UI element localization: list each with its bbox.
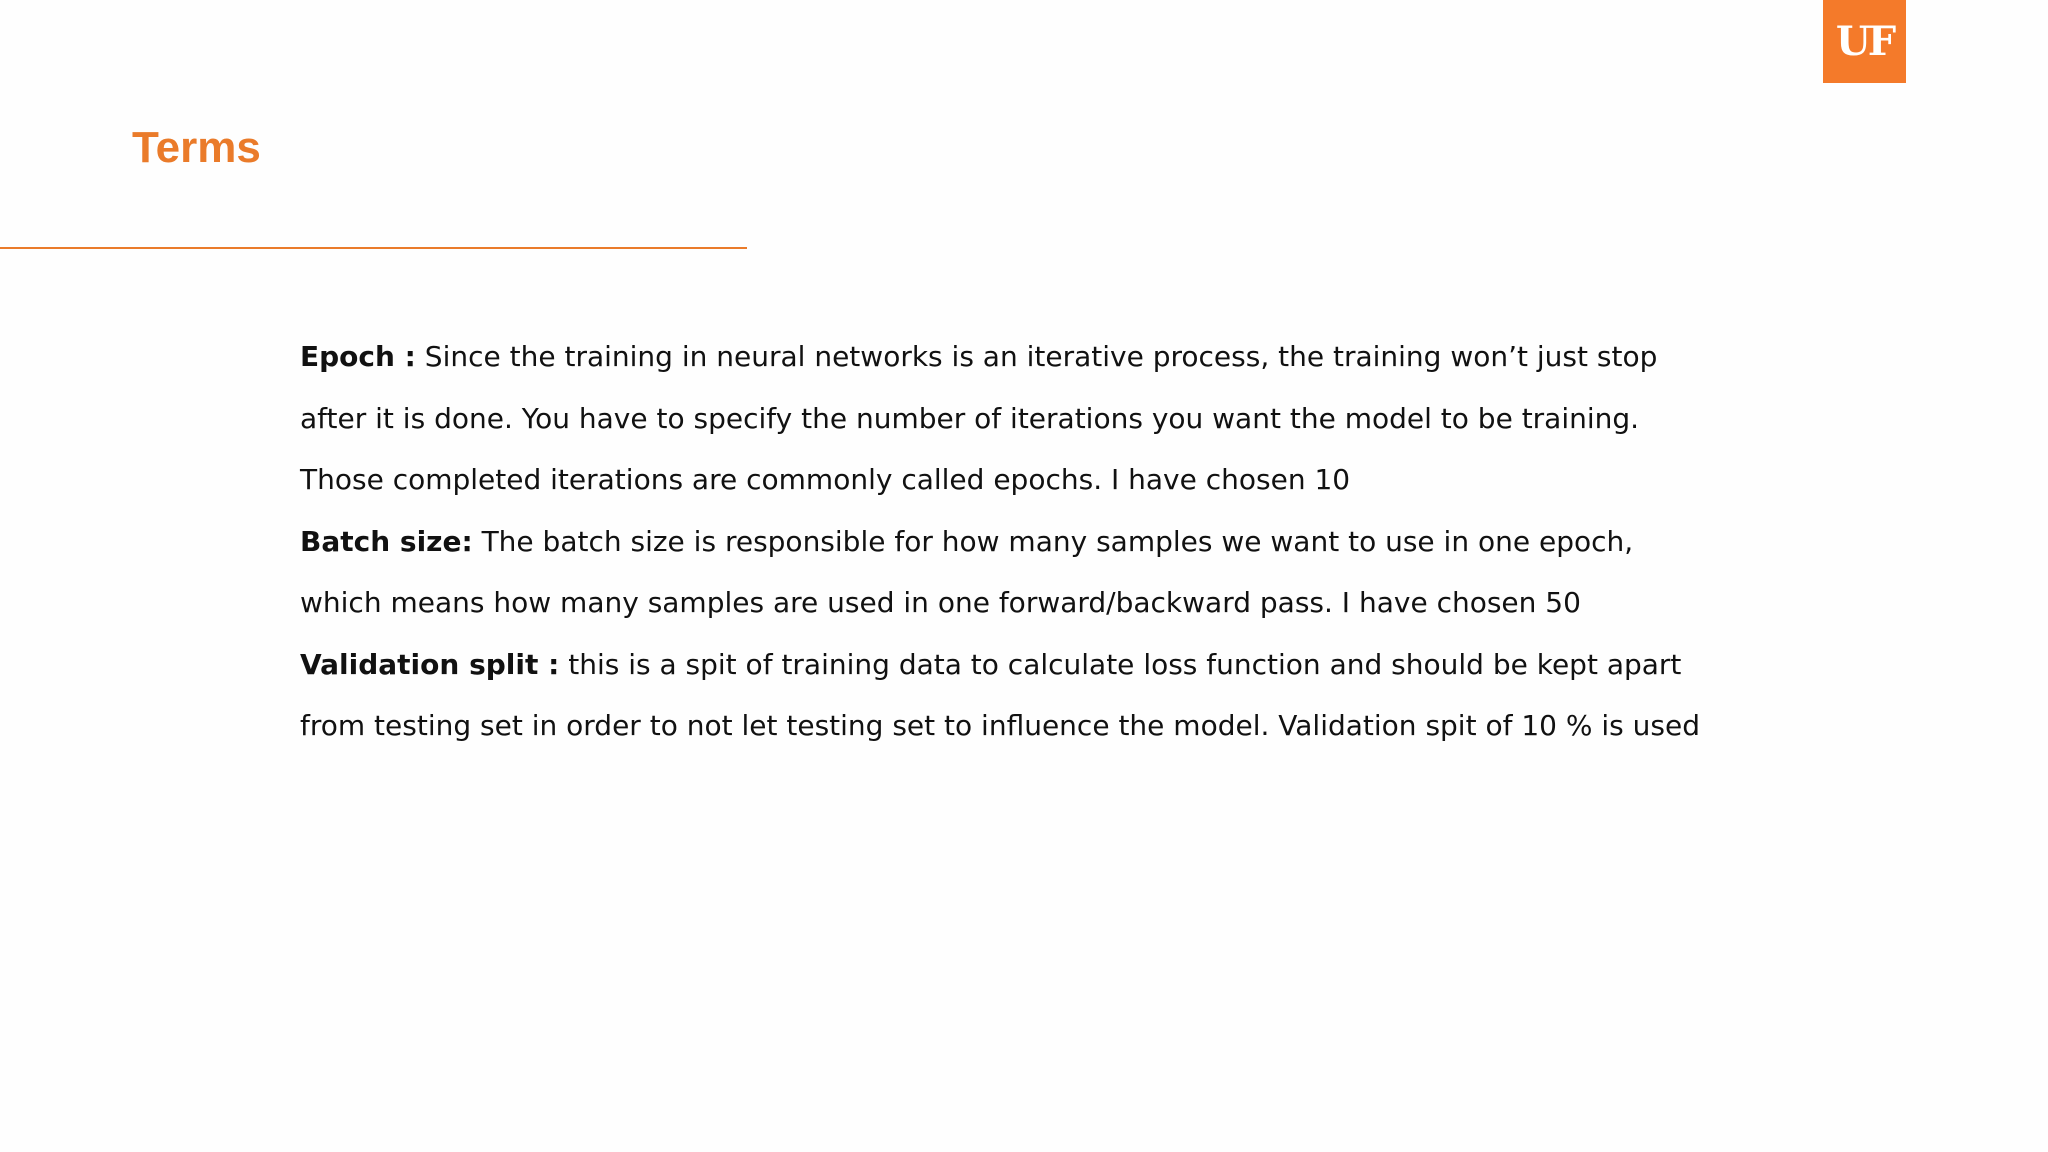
terms-body xyxy=(300,326,1720,757)
term-validation-split xyxy=(300,634,1720,757)
title-divider xyxy=(0,247,747,249)
term-name: Batch size: xyxy=(300,524,473,558)
slide-title: Terms xyxy=(132,123,261,172)
term-batch-size xyxy=(300,511,1720,634)
term-name: Validation split : xyxy=(300,647,560,681)
term-definition: this is a spit of training data to calculate loss function and should be kept apart from testing set in order to not let testing set to influence the model. Validation spit of 10 % is used xyxy=(300,647,1700,742)
uf-logo: UF xyxy=(1823,0,1906,83)
term-name: Epoch : xyxy=(300,340,416,373)
term-definition: The batch size is responsible for how many samples we want to use in one epoch, which means how many samples are used in one forward/backward pass. I have chosen 50 xyxy=(300,524,1634,619)
term-definition: Since the training in neural networks is an iterative process, the training won’t just stop after it is done. You have to specify the number of iterations you want the model to be training. Those completed iterations are commonly called epochs. I have chosen 10 xyxy=(300,340,1658,496)
term-epoch xyxy=(300,326,1720,511)
